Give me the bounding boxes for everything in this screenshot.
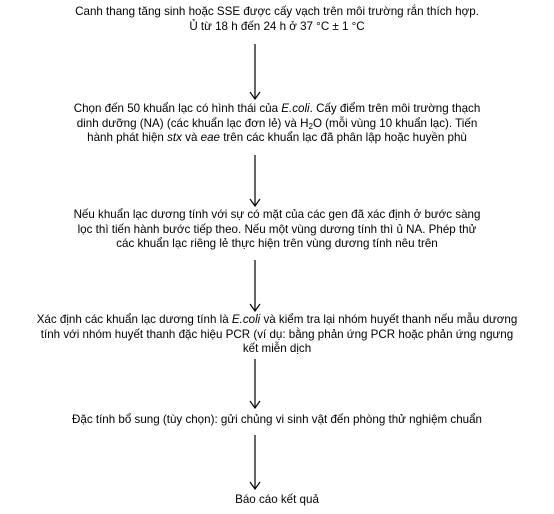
- down-arrow-icon: [245, 260, 265, 312]
- step-line: [0, 413, 554, 428]
- step-line: [0, 313, 554, 328]
- step-line: [0, 20, 554, 35]
- text-run: và: [181, 131, 201, 144]
- text-run: Báo cáo kết quả: [235, 493, 319, 506]
- text-run: . Cấy điểm trên môi trường thạch: [309, 102, 481, 115]
- text-run: trên các khuẩn lạc đã phân lập hoặc huyền phù: [219, 131, 467, 144]
- step-line: [0, 131, 554, 146]
- step-line: [0, 102, 554, 117]
- step-line: [0, 493, 554, 508]
- step-select-colonies: [0, 102, 554, 146]
- text-run: dinh dưỡng (NA) (các khuẩn lạc đơn lẻ) và H: [76, 116, 309, 130]
- text-run: hành phát hiện: [87, 131, 168, 144]
- text-run: và kiểm tra lại nhóm huyết thanh nếu mẫu dương: [260, 313, 518, 326]
- step-line: [0, 342, 554, 357]
- down-arrow-icon: [245, 44, 265, 100]
- down-arrow-icon: [245, 359, 265, 409]
- arrow-down-5: [245, 435, 265, 490]
- step-identify: [0, 313, 554, 357]
- arrow-down-4: [245, 359, 265, 409]
- step-line: [0, 328, 554, 343]
- text-run: lọc thì tiến hành bước tiếp theo. Nếu một vùng dương tính thì ủ NA. Phép thử: [77, 222, 477, 236]
- down-arrow-icon: [245, 435, 265, 490]
- text-run: Nếu khuẩn lạc dương tính với sự có mặt của các gen đã xác định ở bước sàng: [73, 208, 481, 221]
- italic-term: eae: [200, 131, 220, 144]
- step-report: [0, 493, 554, 508]
- text-run: Ủ từ 18 h đến 24 h ở 37 °C ± 1 °C: [189, 19, 365, 33]
- step-culture: [0, 5, 554, 34]
- italic-term: stx: [167, 131, 182, 144]
- text-run: Canh thang tăng sinh hoặc SSE được cấy vạch trên môi trường rắn thích hợp.: [75, 5, 479, 18]
- step-line: [0, 237, 554, 252]
- text-run: tính với nhóm huyết thanh đặc hiệu PCR (ví dụ: bằng phản ứng PCR hoặc phản ứng ngưng: [40, 327, 514, 341]
- text-run: Chọn đến 50 khuẩn lạc có hình thái của: [73, 102, 282, 115]
- text-run: O (mỗi vùng 10 khuẩn lạc). Tiến: [312, 116, 478, 130]
- step-screening: [0, 208, 554, 252]
- text-run: Đặc tính bổ sung (tùy chọn): gửi chủng vi sinh vật đến phòng thử nghiệm chuẩn: [72, 413, 482, 426]
- italic-term: E.coli: [281, 102, 310, 115]
- arrow-down-1: [245, 44, 265, 100]
- step-line: [0, 208, 554, 223]
- subscript: 2: [308, 121, 313, 131]
- text-run: các khuẩn lạc riêng lẻ thực hiện trên vùng dương tính nêu trên: [116, 237, 438, 250]
- step-additional: [0, 413, 554, 428]
- italic-term: E.coli: [231, 313, 261, 326]
- step-line: [0, 5, 554, 20]
- step-line: [0, 117, 554, 132]
- text-run: kết miễn dịch: [242, 342, 312, 355]
- text-run: Xác định các khuẩn lạc dương tính là: [36, 313, 232, 326]
- arrow-down-2: [245, 155, 265, 207]
- arrow-down-3: [245, 260, 265, 312]
- step-line: [0, 223, 554, 238]
- down-arrow-icon: [245, 155, 265, 207]
